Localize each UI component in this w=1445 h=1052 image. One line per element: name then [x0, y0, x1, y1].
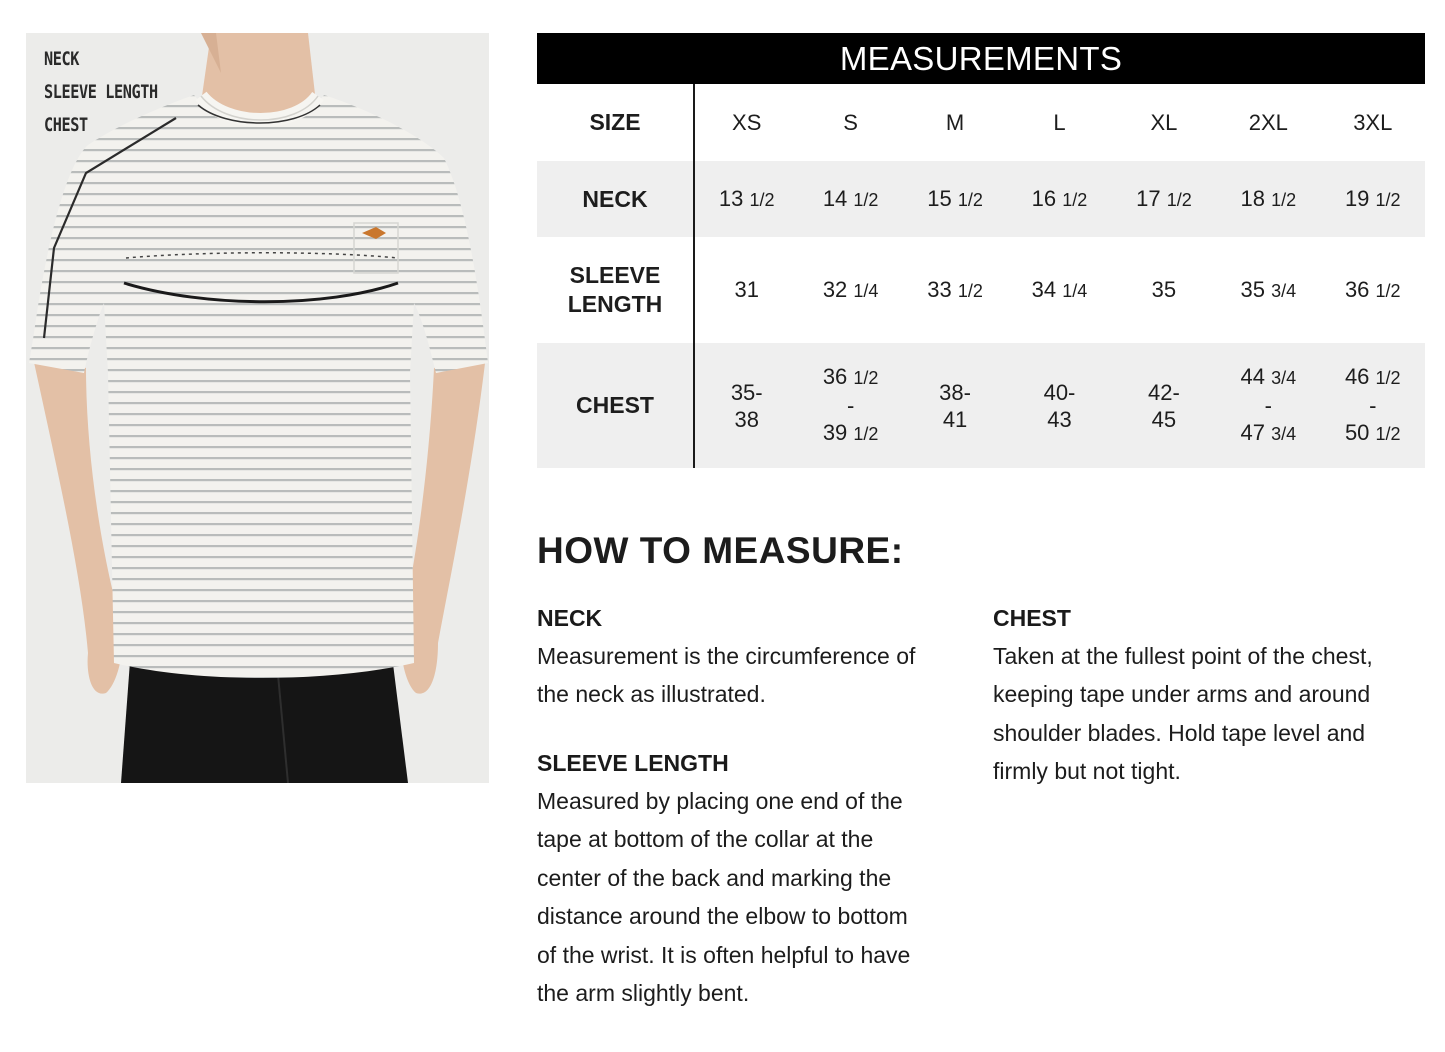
neck-l-cell: [1007, 161, 1111, 237]
chest-xs-value: 38: [734, 406, 759, 432]
sleeve-length-l-cell: [1007, 237, 1111, 343]
how-to-measure-heading: HOW TO MEASURE:: [537, 530, 904, 571]
neck-2xl-cell: [1216, 161, 1320, 237]
size-guide-illustration: [26, 33, 489, 783]
neck-2xl-fraction: 1/2: [1271, 190, 1297, 210]
chest-line: keeping tape under arms and around: [993, 681, 1371, 708]
measurements-table: [537, 33, 1425, 468]
neck-xs-fraction: 1/2: [749, 190, 775, 210]
chest-m-value: 41: [942, 406, 968, 432]
row-label-line: CHEST: [576, 392, 654, 418]
chest-m-cell: [903, 343, 1007, 468]
neck-heading: NECK: [537, 605, 603, 631]
sleeve-line: of the wrist. It is often helpful to have: [537, 941, 911, 968]
row-label-line: SLEEVE: [569, 262, 661, 288]
neck-line: Measurement is the circumference of: [537, 643, 916, 669]
tshirt-model-drawing: [26, 33, 489, 783]
chest-xs-value: 35-: [730, 379, 763, 405]
sleeve-length-2xl-fraction: 3/4: [1271, 281, 1297, 301]
sleeve-length-xl-cell: [1112, 237, 1216, 343]
size-xs: XS: [732, 109, 762, 135]
chest-s-fraction: 1/2: [853, 368, 879, 388]
neck-xs-value: 13: [718, 186, 744, 211]
sleeve-length-xs-cell: [694, 237, 798, 343]
size-3xl: 3XL: [1353, 109, 1393, 135]
measurements-title: MEASUREMENTS: [537, 33, 1425, 84]
sleeve-length-m-fraction: 1/2: [957, 281, 983, 301]
sleeve-length-xl-value: 35: [1151, 277, 1177, 302]
size-chart: [537, 84, 1425, 468]
sleeve-length-3xl-cell: [1321, 237, 1425, 343]
neck-s-value: 14: [822, 186, 848, 211]
sleeve-length-3xl-fraction: 1/2: [1375, 281, 1401, 301]
chest-row-label: [537, 343, 694, 468]
chest-3xl-cell: [1321, 343, 1425, 468]
neck-xl-value: 17: [1136, 186, 1161, 211]
chest-2xl-fraction: 3/4: [1271, 424, 1297, 444]
sleeve-length-l-fraction: 1/4: [1062, 281, 1088, 301]
chest-heading: CHEST: [993, 605, 1071, 631]
size-l: L: [1053, 109, 1066, 135]
chest-2xl-cell: [1216, 343, 1320, 468]
chest-3xl-value: 50: [1344, 420, 1370, 445]
sleeve-line: the arm slightly bent.: [537, 980, 750, 1007]
chest-2xl-value: 47: [1240, 420, 1265, 445]
neck-3xl-cell: [1321, 161, 1425, 237]
chest-xl-value: 45: [1151, 406, 1177, 432]
sleeve-length-instructions: [537, 748, 967, 1012]
sleeve-length-m-cell: [903, 237, 1007, 343]
sleeve-length-xs-value: 31: [734, 277, 759, 302]
chest-3xl-value: -: [1369, 393, 1377, 418]
size-2xl: 2XL: [1248, 109, 1288, 135]
sleeve-line: Measured by placing one end of the: [537, 788, 903, 814]
chest-xl-cell: [1112, 343, 1216, 468]
neck-l-value: 16: [1031, 186, 1057, 211]
chest-text: [993, 637, 1433, 791]
neck-m-value: 15: [927, 186, 952, 211]
neck-l-fraction: 1/2: [1062, 190, 1088, 210]
row-label-line: NECK: [582, 185, 648, 212]
chest-s-value: 39: [822, 420, 848, 445]
sleeve-length-m-value: 33: [927, 277, 952, 302]
neck-s-fraction: 1/2: [853, 190, 879, 210]
sleeve-line: tape at bottom of the collar at the: [537, 826, 874, 853]
chest-l-value: 43: [1047, 406, 1072, 432]
chest-l-cell: [1007, 343, 1111, 468]
size-m: M: [945, 109, 965, 135]
neck-xl-fraction: 1/2: [1166, 190, 1192, 210]
neck-3xl-fraction: 1/2: [1375, 190, 1401, 210]
chest-s-value: -: [846, 393, 855, 418]
chest-xs-cell: [694, 343, 798, 468]
legend-sleeve-length: SLEEVE LENGTH: [44, 81, 158, 103]
neck-xl-cell: [1112, 161, 1216, 237]
chest-s-fraction: 1/2: [853, 424, 879, 444]
size-header-row: [537, 84, 1425, 161]
sleeve-length-s-cell: [798, 237, 902, 343]
neck-xs-cell: [694, 161, 798, 237]
chest-3xl-fraction: 1/2: [1375, 424, 1401, 444]
size-s: S: [843, 109, 858, 135]
sleeve-length-heading: SLEEVE LENGTH: [537, 750, 729, 776]
chest-line: firmly but not tight.: [993, 758, 1181, 785]
chest-instructions: [993, 603, 1433, 791]
sleeve-length-2xl-cell: [1216, 237, 1320, 343]
size-chart-body: [537, 84, 1425, 468]
size-xl: XL: [1150, 109, 1178, 135]
measurement-legend: [44, 43, 158, 142]
size-row-label: SIZE: [537, 84, 694, 161]
sleeve-length-3xl-value: 36: [1344, 277, 1370, 302]
neck-row: [537, 161, 1425, 237]
chest-m-value: 38-: [939, 379, 971, 405]
neck-row-label: [537, 161, 694, 237]
chest-3xl-value: 46: [1344, 364, 1370, 389]
chest-s-value: 36: [822, 364, 848, 389]
chest-2xl-fraction: 3/4: [1271, 368, 1297, 388]
legend-chest: CHEST: [44, 114, 88, 136]
chest-line: Taken at the fullest point of the chest,: [993, 643, 1373, 669]
chest-l-value: 40-: [1043, 379, 1076, 405]
sleeve-line: distance around the elbow to bottom: [537, 903, 908, 930]
chest-2xl-value: -: [1264, 393, 1272, 418]
neck-m-cell: [903, 161, 1007, 237]
chest-s-cell: [798, 343, 902, 468]
sleeve-length-s-fraction: 1/4: [853, 281, 879, 301]
sleeve-length-row-label: [537, 237, 694, 343]
neck-m-fraction: 1/2: [957, 190, 983, 210]
row-label-line: LENGTH: [567, 291, 663, 317]
sleeve-length-l-value: 34: [1031, 277, 1057, 302]
neck-2xl-value: 18: [1240, 186, 1265, 211]
sleeve-length-row: [537, 237, 1425, 343]
neck-line: the neck as illustrated.: [537, 681, 766, 708]
legend-neck: NECK: [44, 48, 80, 70]
chest-line: shoulder blades. Hold tape level and: [993, 719, 1366, 746]
sleeve-line: center of the back and marking the: [537, 864, 892, 891]
neck-3xl-value: 19: [1344, 186, 1370, 211]
chest-xl-value: 42-: [1148, 379, 1180, 405]
sleeve-length-2xl-value: 35: [1240, 277, 1265, 302]
sleeve-length-s-value: 32: [822, 277, 848, 302]
sleeve-length-text: [537, 782, 967, 1012]
chest-3xl-fraction: 1/2: [1375, 368, 1401, 388]
neck-instructions: [537, 603, 967, 714]
neck-text: [537, 637, 967, 714]
neck-s-cell: [798, 161, 902, 237]
chest-2xl-value: 44: [1240, 364, 1265, 389]
chest-row: [537, 343, 1425, 468]
